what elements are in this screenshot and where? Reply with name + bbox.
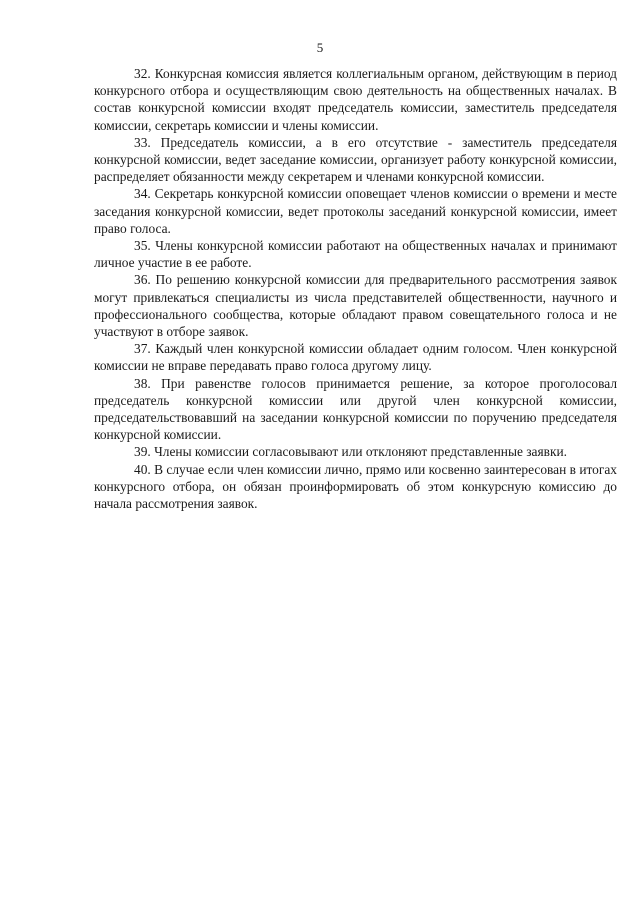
paragraph-36: 36. По решению конкурсной комиссии для предварительного рассмотрения заявок могут привлекаться специалисты из числа представителей общественности, научного и профессионального сообщества, которые обладают правом совещательного голоса и не участвуют в отборе заявок. bbox=[94, 272, 617, 340]
page-number: 5 bbox=[316, 40, 324, 55]
paragraph-34: 34. Секретарь конкурсной комиссии оповещает членов комиссии о времени и месте заседания конкурсной комиссии, ведет протоколы заседаний конкурсной комиссии, имеет право голоса. bbox=[94, 186, 617, 236]
paragraph-35: 35. Члены конкурсной комиссии работают на общественных началах и принимают личное участие в ее работе. bbox=[94, 238, 617, 271]
paragraph-33: 33. Председатель комиссии, а в его отсутствие - заместитель председателя конкурсной комиссии, ведет заседание комиссии, организует работу конкурсной комиссии, распределяет обязанности между секретарем и членами конкурсной комиссии. bbox=[94, 134, 617, 185]
paragraph-37: 37. Каждый член конкурсной комиссии обладает одним голосом. Член конкурсной комиссии не вправе передавать право голоса другому лицу. bbox=[94, 341, 617, 374]
paragraph-38: 38. При равенстве голосов принимается решение, за которое проголосовал председатель конкурсной комиссии или другой член конкурсной комиссии, председательствовавший на заседании конкурсной комиссии по поручению председателя конкурсной комиссии. bbox=[94, 375, 617, 443]
paragraph-40: 40. В случае если член комиссии лично, прямо или косвенно заинтересован в итогах конкурсного отбора, он обязан проинформировать об этом конкурсную комиссию до начала рассмотрения заявок. bbox=[94, 461, 617, 512]
paragraph-32: 32. Конкурсная комиссия является коллегиальным органом, действующим в период конкурсного отбора и осуществляющим свою деятельность на общественных началах. В состав конкурсной комиссии входят председатель комиссии, заместитель председателя комиссии, секретарь комиссии и члены комиссии. bbox=[94, 66, 617, 133]
paragraph-39: 39. Члены комиссии согласовывают или отклоняют представленные заявки. bbox=[134, 444, 567, 460]
document-body bbox=[94, 65, 617, 512]
